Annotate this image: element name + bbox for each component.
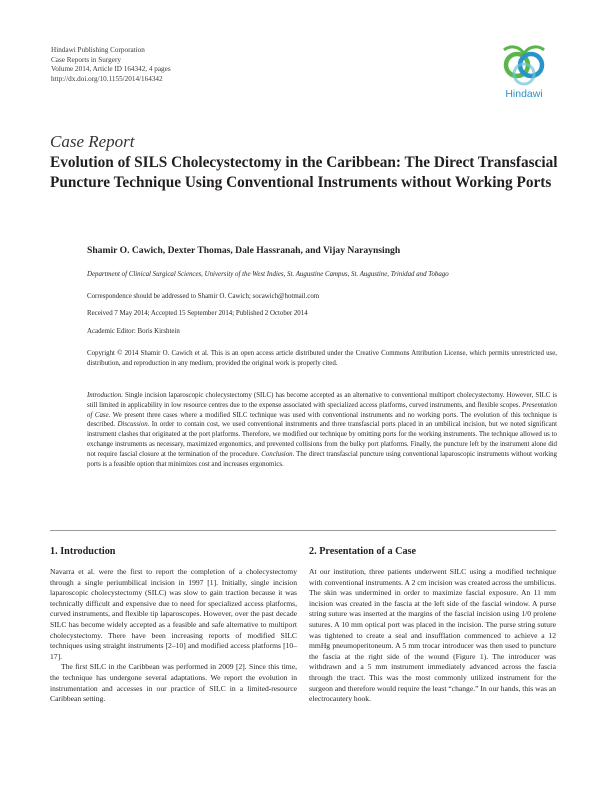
- abstract-conclusion-label: Conclusion.: [261, 450, 295, 458]
- introduction-heading: 1. Introduction: [50, 546, 116, 557]
- hindawi-logo: [496, 44, 552, 106]
- case-presentation-heading: 2. Presentation of a Case: [309, 546, 417, 557]
- abstract-presentation-text: We present three cases where a modified SILC technique was used with conventional instruments and no working ports. The evolution of this technique is described.: [87, 411, 557, 429]
- section-divider: [50, 530, 556, 531]
- right-column: [309, 546, 556, 705]
- left-column: [50, 546, 297, 705]
- hindawi-rings-icon: [496, 44, 552, 88]
- abstract: [87, 391, 557, 469]
- abstract-discussion-label: Discussion.: [117, 421, 150, 429]
- masthead: [51, 46, 171, 84]
- academic-editor: Academic Editor: Boris Kirshtein: [87, 328, 180, 335]
- hindawi-wordmark: Hindawi: [505, 88, 543, 100]
- abstract-intro-label: Introduction.: [87, 392, 123, 399]
- publisher-name: Hindawi Publishing Corporation: [51, 46, 145, 54]
- abstract-conclusion-text: The direct transfascial puncture using conventional laparoscopic instruments without working ports is a feasible option that minimizes cost and increases ergonomics.: [87, 450, 558, 468]
- introduction-paragraph-2: The first SILC in the Caribbean was performed in 2009 [2]. Since this time, the technique has undergone several adaptations. We report the evolution in instrumentation and accesses in our practice of SILC in a limited-resource Caribbean setting.: [50, 662, 297, 704]
- author-list: Shamir O. Cawich, Dexter Thomas, Dale Hassranah, and Vijay Naraynsingh: [87, 245, 401, 256]
- volume-info: Volume 2014, Article ID 164342, 4 pages: [51, 65, 171, 74]
- journal-name: Case Reports in Surgery: [51, 55, 121, 64]
- doi-link[interactable]: http://dx.doi.org/10.1155/2014/164342: [51, 74, 163, 83]
- article-type: Case Report: [50, 132, 135, 151]
- article-title: Evolution of SILS Cholecystectomy in the Caribbean: The Direct Transfascial Puncture Technique Using Conventional Instruments without Working Ports: [50, 154, 558, 191]
- introduction-paragraph-1: Navarra et al. were the first to report the completion of a cholecystectomy through a single periumbilical incision in 1997 [1]. Initially, single incision laparoscopic cholecystectomy (SILC) was slow to gain traction because it was technically difficult and expensive due to need for specialized access platforms, curved instruments, and flexible tip laparoscopes. However, over the past decade SILC has become widely accepted as a feasible and safe alternative to multiport cholecystectomy. There have been increasing reports of modified SILC techniques using straight instruments [2–10] and modified access platforms [10–17].: [50, 567, 297, 661]
- abstract-presentation-label: Presentation of Case.: [87, 401, 557, 419]
- case-presentation-paragraph-1: At our institution, three patients underwent SILC using a modified technique with conventional instruments. A 2 cm incision was created across the umbilicus. The skin was undermined in order to maximize fascial exposure. An 11 mm incision was created in the fascia at the left side of the fascial window. A purse string suture was inserted at the margins of the fascial incision using 1/0 prolene sutures. A 10 mm optical port was placed in the incision. The purse string suture was tightened to create a seal and insufflation commenced to achieve a 12 mmHg pneumoperitoneum. A 5 mm trocar introducer was then used to puncture the fascia at the right side of the wound (Figure 1). The introducer was withdrawn and a 5 mm instrument immediately advanced across the fascia through the tract. This was the most commonly utilized instrument for the surgeon and therefore would require the least “change.” In our hands, this was an electrocautery hook.: [309, 567, 556, 704]
- correspondence: Correspondence should be addressed to Shamir O. Cawich; socawich@hotmail.com: [87, 293, 320, 300]
- abstract-discussion-text: In order to contain cost, we used conventional instruments and three transfascial ports placed in an umbilical incision, but we noted significant instrument clashes that originated at the port platforms. Therefore, we modified our technique by omitting ports for the working instruments. The technique allowed us to exchange instruments as necessary, maximized ergonomics, and prevented collisions from the bulky port platforms. Finally, the puncture left by the instrument alone did not require fascial closure at the termination of the procedure.: [87, 421, 557, 458]
- publication-dates: Received 7 May 2014; Accepted 15 September 2014; Published 2 October 2014: [87, 310, 308, 317]
- copyright-notice: Copyright © 2014 Shamir O. Cawich et al. This is an open access article distributed under the Creative Commons Attribution License, which permits unrestricted use, distribution, and reproduction in any medium, provided the original work is properly cited.: [87, 350, 557, 367]
- abstract-intro-text: Single incision laparoscopic cholecystectomy (SILC) has become accepted as an alternative to conventional multiport cholecystectomy. However, SILC is still limited in applicability in low resource centres due to the expense associated with specialized access platforms, curved instruments, and flexible scopes.: [87, 392, 557, 409]
- affiliation: Department of Clinical Surgical Sciences, University of the West Indies, St. Augustine Campus, St. Augustine, Trinidad and Tobago: [87, 271, 449, 278]
